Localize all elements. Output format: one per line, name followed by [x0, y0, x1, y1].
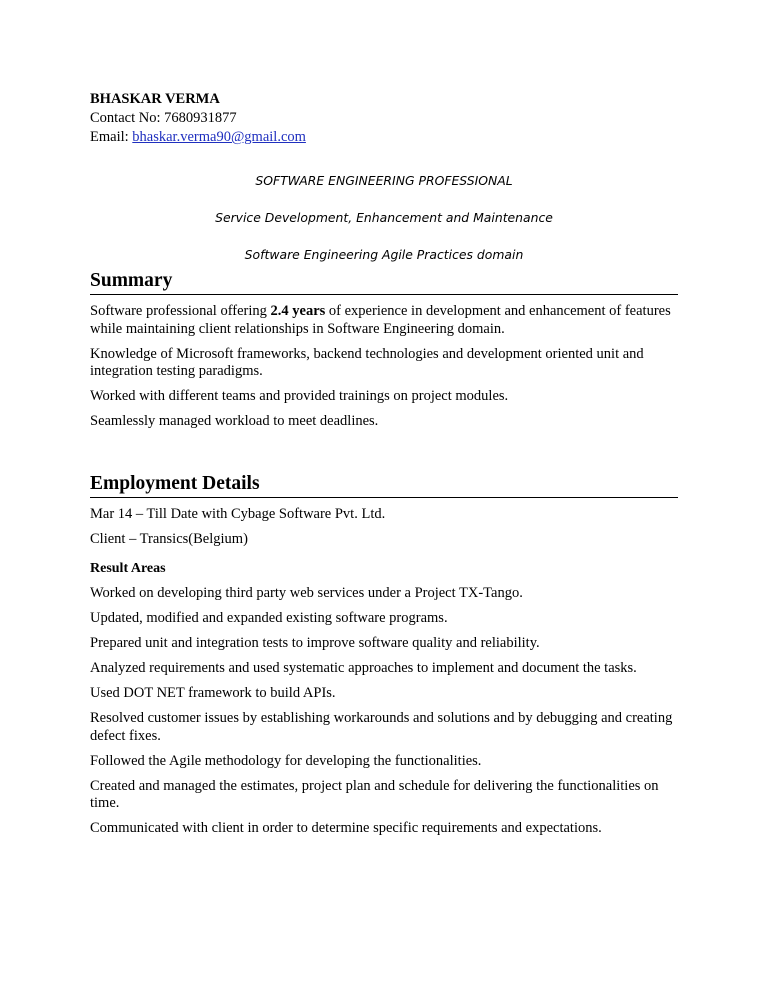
contact-number: 7680931877 [164, 110, 237, 126]
title-line-2: Service Development, Enhancement and Maintenance [215, 210, 553, 225]
contact-label: Contact No: [90, 110, 161, 126]
result-item: Worked on developing third party web services under a Project TX-Tango. [90, 585, 523, 601]
summary-intro-after: of experience in development and enhancement of features while maintaining client relationships in Software Engineering domain. [90, 303, 671, 337]
summary-intro-before: Software professional offering [90, 303, 271, 319]
summary-experience-years: 2.4 years [270, 303, 326, 319]
employment-period: Mar 14 – Till Date with Cybage Software Pvt. Ltd. [90, 505, 386, 522]
result-item: Resolved customer issues by establishing workarounds and solutions and by debugging and creating defect fixes. [90, 710, 673, 744]
employment-heading: Employment Details [90, 472, 678, 498]
email-label: Email: [90, 129, 129, 145]
result-item: Communicated with client in order to determine specific requirements and expectations. [90, 820, 602, 836]
resume-content [90, 90, 678, 838]
result-item: Analyzed requirements and used systematic approaches to implement and document the tasks. [90, 660, 637, 676]
summary-point: Knowledge of Microsoft frameworks, backend technologies and development oriented unit and integration testing paradigms. [90, 345, 644, 379]
candidate-name: BHASKAR VERMA [90, 91, 220, 107]
result-item: Updated, modified and expanded existing software programs. [90, 610, 448, 626]
email-line [90, 128, 678, 147]
result-item: Prepared unit and integration tests to improve software quality and reliability. [90, 635, 540, 651]
title-line-1: SOFTWARE ENGINEERING PROFESSIONAL [255, 173, 513, 188]
summary-point: Worked with different teams and provided trainings on project modules. [90, 388, 509, 404]
summary-intro [90, 303, 678, 338]
email-link[interactable]: bhaskar.verma90@gmail.com [132, 129, 306, 145]
professional-titles [90, 172, 678, 264]
summary-point: Seamlessly managed workload to meet deadlines. [90, 413, 379, 429]
employment-client: Client – Transics(Belgium) [90, 530, 248, 547]
result-item: Used DOT NET framework to build APIs. [90, 685, 336, 701]
result-item: Followed the Agile methodology for developing the functionalities. [90, 752, 482, 769]
title-line-3: Software Engineering Agile Practices domain [244, 247, 524, 262]
summary-heading: Summary [90, 269, 678, 295]
contact-line [90, 109, 678, 128]
result-areas-heading: Result Areas [90, 561, 166, 576]
result-item: Created and managed the estimates, project plan and schedule for delivering the functionalities on time. [90, 777, 659, 811]
